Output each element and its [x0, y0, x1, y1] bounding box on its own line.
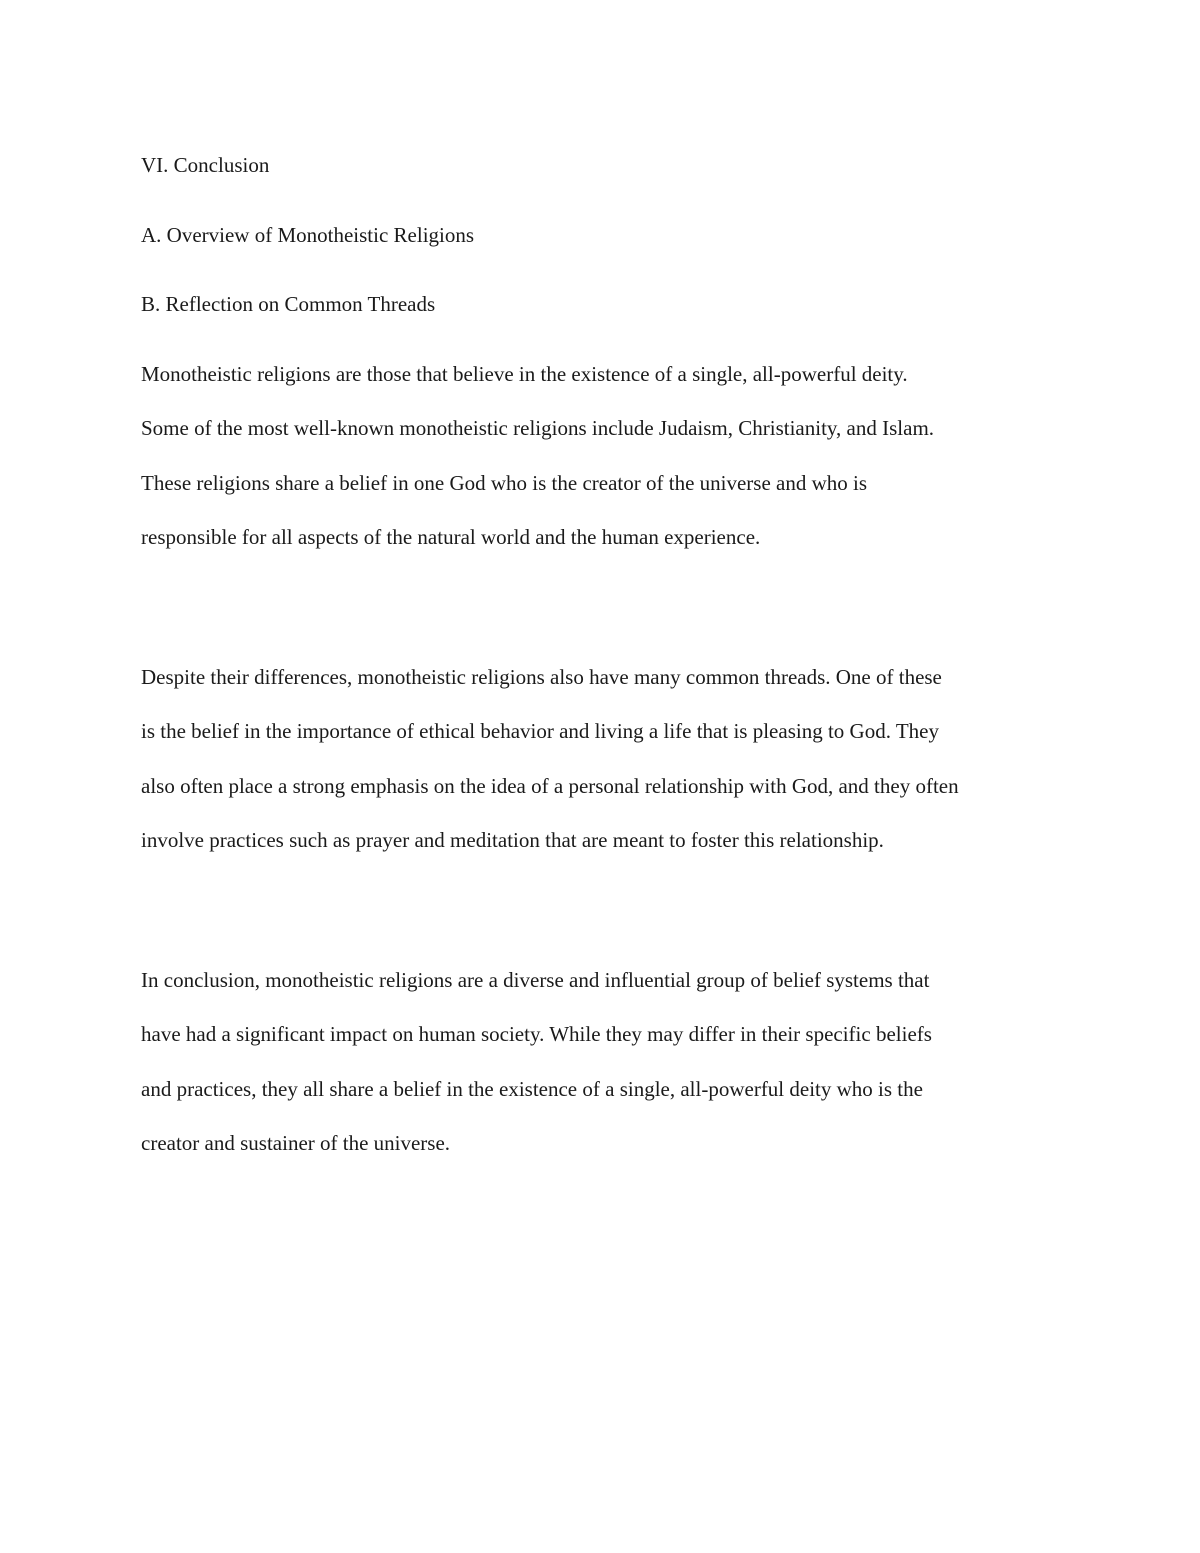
- paragraph-line: In conclusion, monotheistic religions are a diverse and influential group of belief systems that: [141, 967, 930, 992]
- paragraph-line: Monotheistic religions are those that believe in the existence of a single, all-powerful deity.: [141, 361, 908, 386]
- paragraph-line: These religions share a belief in one God who is the creator of the universe and who is: [141, 470, 868, 495]
- paragraph-line: is the belief in the importance of ethical behavior and living a life that is pleasing to God. They: [141, 719, 939, 743]
- paragraph-line: also often place a strong emphasis on the idea of a personal relationship with God, and they often: [141, 773, 959, 798]
- subsection-heading-reflection: B. Reflection on Common Threads: [141, 292, 436, 316]
- paragraph-line: Some of the most well-known monotheistic religions include Judaism, Christianity, and Islam.: [141, 416, 935, 440]
- document-body: [141, 138, 1071, 1171]
- paragraph-line: and practices, they all share a belief in the existence of a single, all-powerful deity who is the: [141, 1076, 923, 1101]
- paragraph-line: involve practices such as prayer and meditation that are meant to foster this relationship.: [141, 828, 884, 852]
- paragraph-common-threads: [141, 650, 1071, 868]
- paragraph-line: have had a significant impact on human society. While they may differ in their specific beliefs: [141, 1022, 932, 1046]
- paragraph-line: creator and sustainer of the universe.: [141, 1131, 451, 1155]
- paragraph-overview: [141, 347, 1071, 565]
- paragraph-line: Despite their differences, monotheistic religions also have many common threads. One of these: [141, 664, 942, 689]
- section-heading: VI. Conclusion: [141, 153, 270, 177]
- paragraph-line: responsible for all aspects of the natural world and the human experience.: [141, 525, 761, 549]
- subsection-heading-overview: A. Overview of Monotheistic Religions: [141, 222, 475, 247]
- paragraph-conclusion: [141, 953, 1071, 1171]
